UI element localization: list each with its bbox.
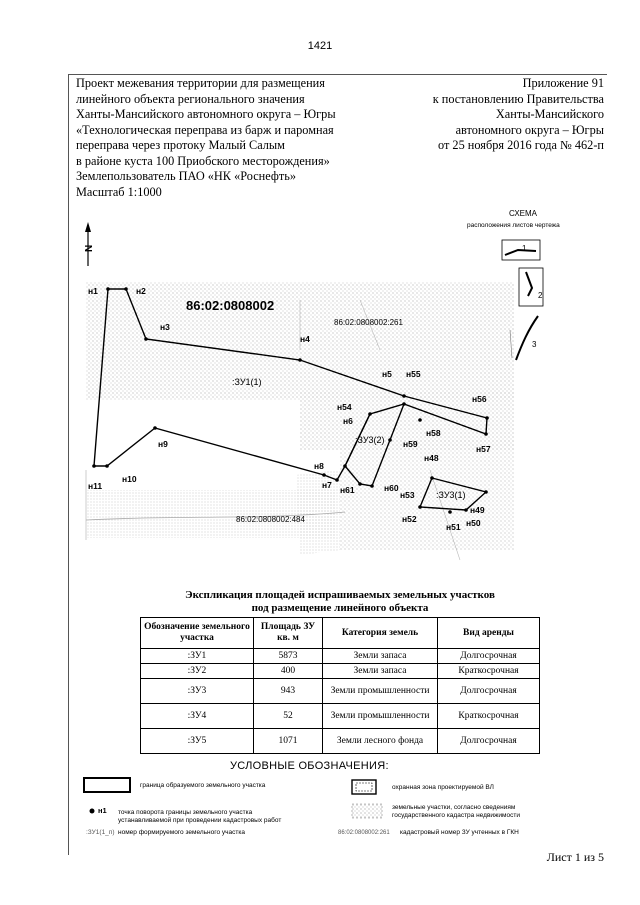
table-cell: 400 xyxy=(254,664,323,679)
parcel-label-zu3-1: :ЗУ3(1) xyxy=(436,490,466,500)
point-label: н49 xyxy=(470,505,485,515)
legend-text-line: точка поворота границы земельного участка xyxy=(118,809,253,816)
header-left-line: «Технологическая переправа из барж и паромная xyxy=(76,122,334,137)
table-cell: Земли запаса xyxy=(323,649,438,664)
scheme-sheet-1: 1 xyxy=(522,244,527,253)
north-arrow xyxy=(84,222,95,266)
table-cell: 52 xyxy=(254,704,323,729)
scheme-sheet-2: 2 xyxy=(538,291,543,300)
table-header-row xyxy=(141,618,540,649)
table-row xyxy=(141,679,540,704)
header-right-line: к постановлению Правительства xyxy=(432,91,604,106)
point-label: н58 xyxy=(426,428,441,438)
header-left-line: Проект межевания территории для размещения xyxy=(76,76,325,90)
legend-item-zone: охранная зона проектируемой ВЛ xyxy=(392,784,494,791)
table-cell: Земли промышленности xyxy=(323,679,438,704)
header-left-line: переправа через протоку Малый Салым xyxy=(76,138,285,152)
point-label: н8 xyxy=(314,461,324,471)
legend-item-point xyxy=(118,809,281,825)
explication-table xyxy=(140,617,540,754)
table-cell: Краткосрочная xyxy=(438,664,540,679)
scheme-subtitle: расположения листов чертежа xyxy=(467,222,560,229)
table-cell: Долгосрочная xyxy=(438,649,540,664)
table-row xyxy=(141,649,540,664)
point-label: н61 xyxy=(340,485,355,495)
point-label: н6 xyxy=(343,416,353,426)
appendix-number: Приложение 91 xyxy=(522,76,604,90)
cad-number-261: 86:02:0808002:261 xyxy=(334,318,403,327)
decree-date: от 25 ноября 2016 года № 462-п xyxy=(437,138,604,152)
table-cell: 1071 xyxy=(254,729,323,754)
point-label: н50 xyxy=(466,518,481,528)
table-cell: :ЗУ3 xyxy=(141,679,254,704)
point-label: н11 xyxy=(88,481,103,491)
explication-title-line: под размещение линейного объекта xyxy=(251,602,429,614)
legend-point-marker: н1 xyxy=(98,806,107,815)
legend-item-cadastral xyxy=(392,804,520,820)
table-row xyxy=(141,729,540,754)
legend-title: УСЛОВНЫЕ ОБОЗНАЧЕНИЯ: xyxy=(230,760,389,772)
point-label: н48 xyxy=(424,453,439,463)
table-cell: 5873 xyxy=(254,649,323,664)
point-label: н60 xyxy=(384,483,399,493)
point-label: н5 xyxy=(382,369,392,379)
column-header: Площадь ЗУ кв. м xyxy=(254,618,323,649)
point-label: н59 xyxy=(403,439,418,449)
scheme-sheet-3: 3 xyxy=(532,340,537,349)
table-cell: :ЗУ4 xyxy=(141,704,254,729)
header-left-line: линейного объекта регионального значения xyxy=(76,91,305,106)
point-label: н56 xyxy=(472,394,487,404)
point-label: н55 xyxy=(406,369,421,379)
sheet-number: Лист 1 из 5 xyxy=(546,850,604,864)
table-row xyxy=(141,704,540,729)
legend-cad-sample: 86:02:0808002:261 xyxy=(338,830,390,836)
legend-text-line: государственного кадастра недвижимости xyxy=(392,812,520,819)
column-header: Обозначение земельного участка xyxy=(141,618,254,649)
point-label: н9 xyxy=(158,439,168,449)
explication-title xyxy=(120,589,560,615)
point-label: н1 xyxy=(88,286,98,296)
table-cell: :ЗУ1 xyxy=(141,649,254,664)
table-cell: 943 xyxy=(254,679,323,704)
column-header: Категория земель xyxy=(323,618,438,649)
block-number: 86:02:0808002 xyxy=(186,298,275,313)
point-label: н2 xyxy=(136,286,146,296)
legend-text-line: устанавливаемой при проведении кадастровых работ xyxy=(118,817,282,824)
parcel-label-zu1-1: :ЗУ1(1) xyxy=(232,377,262,387)
scheme-title: СХЕМА xyxy=(509,209,537,218)
page-number: 1421 xyxy=(307,40,333,52)
point-label: н52 xyxy=(402,514,417,524)
point-label: н3 xyxy=(160,322,170,332)
point-label: н10 xyxy=(122,474,137,484)
table-cell: Краткосрочная xyxy=(438,704,540,729)
header-right-line: автономного округа – Югры xyxy=(455,122,604,137)
column-header: Вид аренды xyxy=(438,618,540,649)
header-left-line: Землепользователь ПАО «НК «Роснефть» xyxy=(76,169,296,183)
point-label: н54 xyxy=(337,402,352,412)
table-cell: :ЗУ2 xyxy=(141,664,254,679)
legend-item-parcel-number: номер формируемого земельного участка xyxy=(118,829,245,836)
table-cell: Земли лесного фонда xyxy=(323,729,438,754)
legend-parcel-sample: :ЗУ1(1_п) xyxy=(86,829,115,836)
point-label: н7 xyxy=(322,480,332,490)
legend-item-boundary: граница образуемого земельного участка xyxy=(140,782,266,789)
scale-label: Масштаб 1:1000 xyxy=(76,184,162,199)
point-label: н51 xyxy=(446,522,461,532)
cad-number-484: 86:02:0808002:484 xyxy=(236,515,305,524)
table-cell: Земли запаса xyxy=(323,664,438,679)
point-label: н4 xyxy=(300,334,310,344)
point-label: н57 xyxy=(476,444,491,454)
header-left-line: в районе куста 100 Приобского месторождения» xyxy=(76,153,330,168)
parcel-label-zu3-2: :ЗУ3(2) xyxy=(355,435,385,445)
header-right-line: Ханты-Мансийского xyxy=(495,107,604,121)
legend-text-line: земельные участки, согласно сведениям xyxy=(392,804,516,811)
table-cell: Долгосрочная xyxy=(438,679,540,704)
table-row xyxy=(141,664,540,679)
table-cell: Земли промышленности xyxy=(323,704,438,729)
table-cell: :ЗУ5 xyxy=(141,729,254,754)
legend-item-cad-number: кадастровый номер ЗУ учтенных в ГКН xyxy=(400,829,519,836)
explication-title-line: Экспликация площадей испрашиваемых земельных участков xyxy=(185,589,495,601)
north-label: N xyxy=(84,244,95,252)
header-left-line: Ханты-Мансийского автономного округа – Югры xyxy=(76,107,336,121)
point-label: н53 xyxy=(400,490,415,500)
table-cell: Долгосрочная xyxy=(438,729,540,754)
